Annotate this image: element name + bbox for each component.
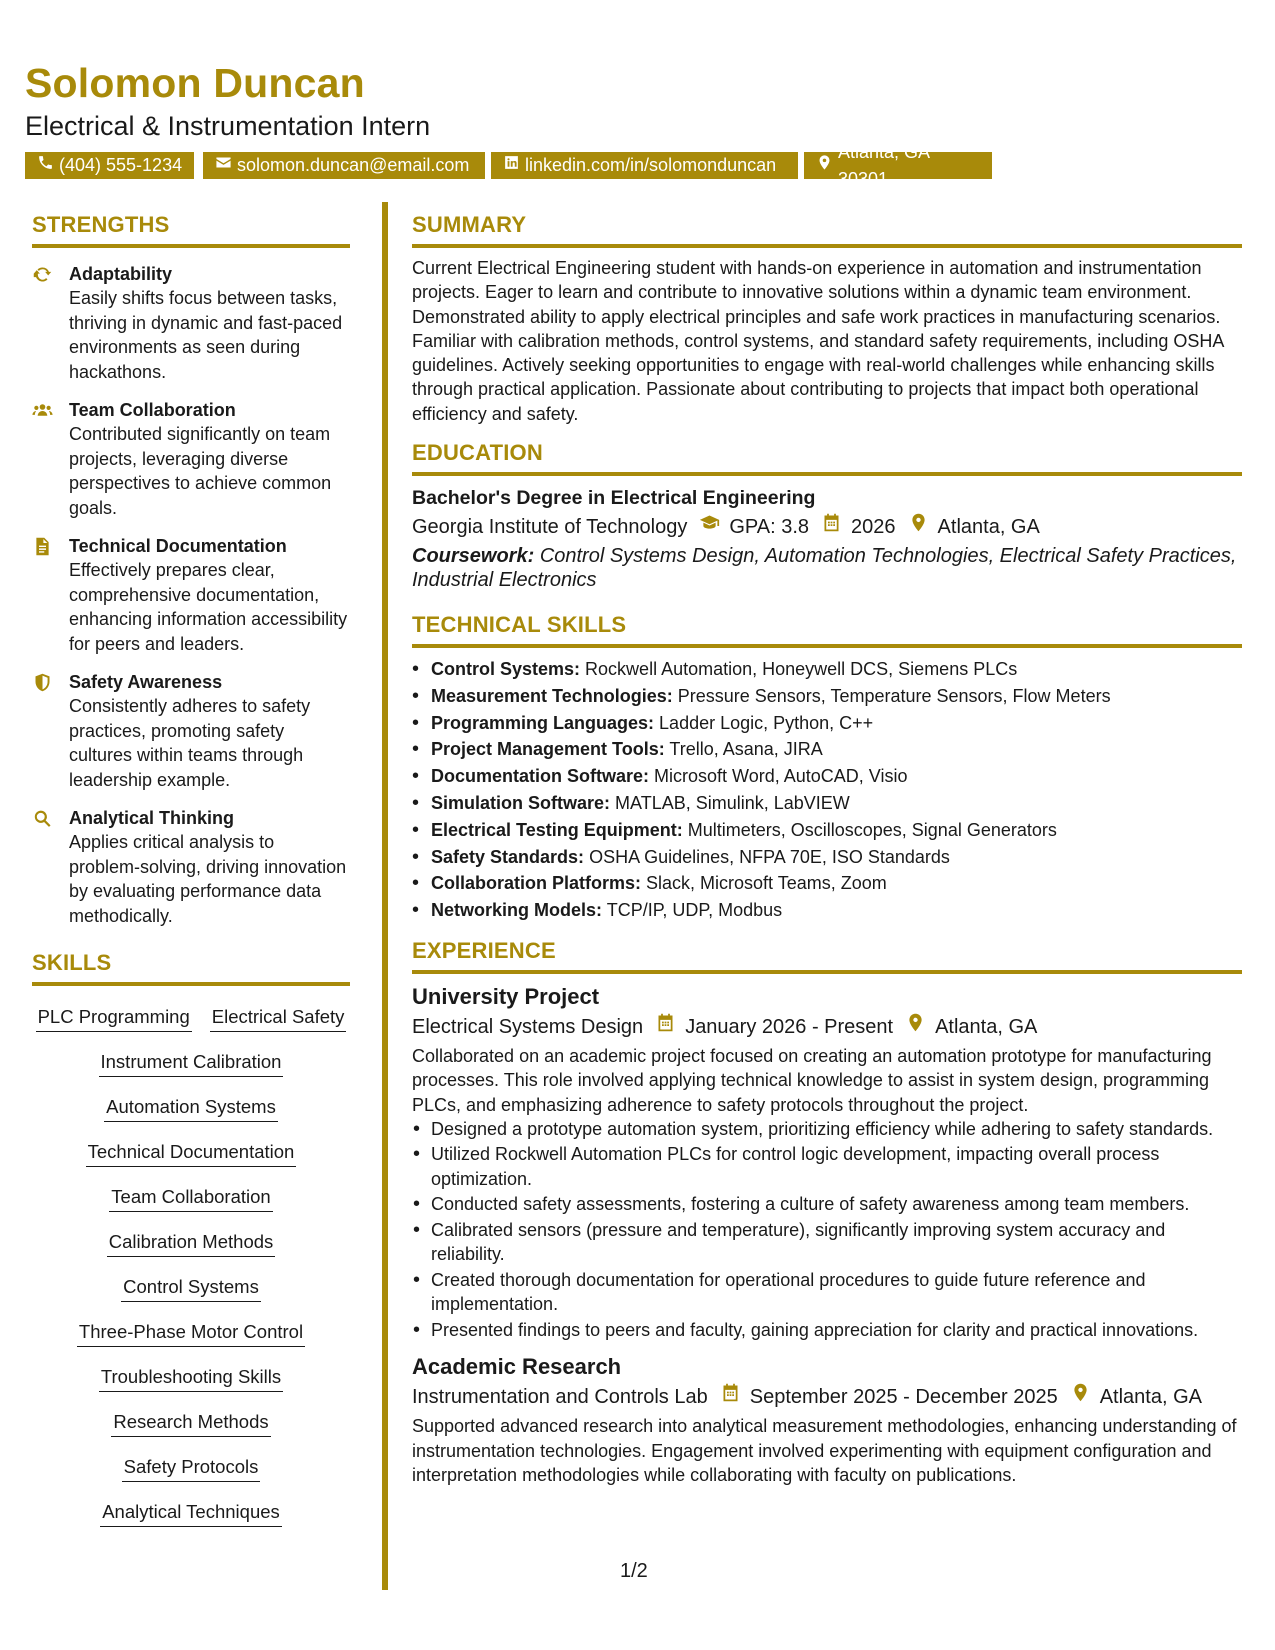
left-column <box>32 212 350 1536</box>
strength-item <box>32 534 350 656</box>
contact-linkedin[interactable] <box>491 152 798 179</box>
coursework-list: Control Systems Design, Automation Technologies, Electrical Safety Practices, Industrial Electronics <box>412 545 1237 592</box>
skill-tag: Research Methods <box>111 1409 270 1437</box>
job-meta <box>412 1012 1242 1042</box>
job-description: Supported advanced research into analytical measurement methodologies, enhancing understanding of instrumentation technologies. Engagement involved experimenting with equipment configuration and interpretation methodologies while collaborating with faculty on publications. <box>412 1416 1237 1486</box>
experience-entry <box>412 1352 1242 1487</box>
gpa: GPA: 3.8 <box>729 516 810 539</box>
experience-entry <box>412 982 1242 1342</box>
strength-title: Technical Documentation <box>69 536 287 556</box>
technical-skills-heading: TECHNICAL SKILLS <box>412 612 1242 648</box>
job-dates: September 2025 - December 2025 <box>749 1386 1058 1409</box>
list-item <box>412 763 1242 790</box>
skill-tag: Analytical Techniques <box>100 1499 282 1527</box>
education-location: Atlanta, GA <box>937 516 1040 539</box>
strength-item <box>32 262 350 384</box>
experience-heading: EXPERIENCE <box>412 938 1242 974</box>
email-text: solomon.duncan@email.com <box>237 155 470 175</box>
strengths-heading: STRENGTHS <box>32 212 350 248</box>
skill-category: Measurement Technologies: <box>431 685 673 706</box>
job-description: Collaborated on an academic project focused on creating an automation prototype for manufacturing processes. This role involved applying technical knowledge to assist in system design, programming PLCs, and emphasizing adherence to safety protocols throughout the project. <box>412 1046 1212 1115</box>
linkedin-icon <box>503 152 520 179</box>
list-item <box>412 683 1242 710</box>
phone-text: (404) 555-1234 <box>59 155 183 175</box>
technical-skills-list <box>412 656 1242 924</box>
coursework <box>412 544 1242 592</box>
strength-title: Safety Awareness <box>69 672 223 692</box>
skill-category: Documentation Software: <box>431 766 650 787</box>
location-pin-icon <box>1058 1382 1100 1412</box>
skill-values: Ladder Logic, Python, C++ <box>659 712 874 733</box>
list-item <box>412 736 1242 763</box>
skills-heading: SKILLS <box>32 950 350 986</box>
sync-arrows-icon <box>32 262 69 384</box>
skill-category: Control Systems: <box>431 659 581 680</box>
location-pin-icon <box>893 1012 935 1042</box>
degree-title: Bachelor's Degree in Electrical Engineering <box>412 487 816 510</box>
coursework-label: Coursework: <box>412 545 535 568</box>
skill-tag: Electrical Safety <box>210 1004 347 1032</box>
strength-title: Analytical Thinking <box>69 808 235 828</box>
strength-title: Team Collaboration <box>69 400 236 420</box>
location-pin-icon <box>816 152 833 179</box>
strength-description: Effectively prepares clear, comprehensive documentation, enhancing information accessibility for peers and leaders. <box>69 560 348 654</box>
magnifier-icon <box>32 806 69 928</box>
job-bullets <box>412 1117 1242 1343</box>
strength-item <box>32 806 350 928</box>
column-divider <box>382 202 388 1590</box>
skill-category: Simulation Software: <box>431 793 611 814</box>
strength-description: Consistently adheres to safety practices, promoting safety cultures within teams through leadership example. <box>69 696 311 790</box>
phone-icon <box>37 152 54 179</box>
skill-tag: Automation Systems <box>104 1094 278 1122</box>
list-item <box>412 790 1242 817</box>
job-dates: January 2026 - Present <box>685 1016 894 1039</box>
list-item: • Created thorough documentation for operational procedures to guide future reference and implementation. <box>412 1268 1242 1317</box>
skill-tag: Troubleshooting Skills <box>99 1364 283 1392</box>
contact-email[interactable] <box>203 152 485 179</box>
job-meta <box>412 1382 1242 1412</box>
users-group-icon <box>32 398 69 520</box>
graduation-year: 2026 <box>851 516 896 539</box>
job-location: Atlanta, GA <box>1099 1386 1202 1409</box>
skill-tag: Control Systems <box>121 1274 261 1302</box>
list-item <box>412 817 1242 844</box>
linkedin-text: linkedin.com/in/solomonduncan <box>525 155 777 175</box>
strength-description: Easily shifts focus between tasks, thriving in dynamic and fast-paced environments as seen during hackathons. <box>69 288 343 382</box>
strength-item <box>32 670 350 792</box>
job-organization: Instrumentation and Controls Lab <box>412 1386 708 1409</box>
skill-tag: Safety Protocols <box>122 1454 261 1482</box>
skill-category: Project Management Tools: <box>431 739 665 760</box>
list-item: • Utilized Rockwell Automation PLCs for control logic development, impacting overall process optimization. <box>412 1142 1242 1191</box>
list-item <box>412 897 1242 924</box>
skills-list <box>32 996 350 1536</box>
calendar-icon <box>708 1382 750 1412</box>
list-item: • Presented findings to peers and faculty, gaining appreciation for clarity and practical innovations. <box>412 1318 1242 1343</box>
contact-location <box>804 141 992 189</box>
list-item <box>412 710 1242 737</box>
skill-category: Collaboration Platforms: <box>431 873 642 894</box>
graduation-cap-icon <box>687 512 729 542</box>
skill-category: Electrical Testing Equipment: <box>431 819 683 840</box>
strength-title: Adaptability <box>69 264 173 284</box>
candidate-name: Solomon Duncan <box>25 60 365 106</box>
skill-values: Rockwell Automation, Honeywell DCS, Siemens PLCs <box>585 659 1018 680</box>
summary-text: Current Electrical Engineering student with hands-on experience in automation and instrumentation projects. Eager to learn and contribute to innovative solutions within a dynamic team environment. Demonstrated ability to apply electrical principles and safe work practices in manufacturing scenarios. Familiar with calibration methods, control systems, and standard safety requirements, including OSHA guidelines. Actively seeking opportunities to engage with real-world challenges while enhancing skills through practical application. Passionate about contributing to projects that impact both operational efficiency and safety. <box>412 258 1224 424</box>
calendar-icon <box>643 1012 685 1042</box>
list-item: • Calibrated sensors (pressure and temperature), significantly improving system accuracy and reliability. <box>412 1218 1242 1267</box>
skill-values: Slack, Microsoft Teams, Zoom <box>646 873 887 894</box>
strength-item <box>32 398 350 520</box>
shield-icon <box>32 670 69 792</box>
skill-category: Programming Languages: <box>431 712 655 733</box>
skill-values: Microsoft Word, AutoCAD, Visio <box>654 766 908 787</box>
skill-values: OSHA Guidelines, NFPA 70E, ISO Standards <box>589 846 950 867</box>
page-indicator: 1/2 <box>620 1560 648 1582</box>
school-name: Georgia Institute of Technology <box>412 516 688 539</box>
strength-description: Contributed significantly on team projects, leveraging diverse perspectives to achieve common goals. <box>69 424 332 518</box>
education-meta <box>412 512 1242 542</box>
list-item: • Designed a prototype automation system, prioritizing efficiency while adhering to safety standards. <box>412 1117 1242 1142</box>
job-location: Atlanta, GA <box>935 1016 1038 1039</box>
skill-tag: Team Collaboration <box>109 1184 272 1212</box>
skill-values: Trello, Asana, JIRA <box>669 739 823 760</box>
right-column <box>412 212 1242 1487</box>
contact-phone[interactable] <box>25 152 194 179</box>
location-pin-icon <box>896 512 938 542</box>
skill-tag: PLC Programming <box>36 1004 192 1032</box>
skill-values: Multimeters, Oscilloscopes, Signal Generators <box>687 819 1057 840</box>
job-organization: Electrical Systems Design <box>412 1016 644 1039</box>
skill-tag: Technical Documentation <box>86 1139 297 1167</box>
skill-values: TCP/IP, UDP, Modbus <box>606 900 783 921</box>
skill-tag: Calibration Methods <box>107 1229 276 1257</box>
skill-category: Networking Models: <box>431 900 603 921</box>
candidate-title: Electrical & Instrumentation Intern <box>25 111 431 141</box>
skill-category: Safety Standards: <box>431 846 585 867</box>
calendar-icon <box>809 512 851 542</box>
skill-tag: Three-Phase Motor Control <box>77 1319 305 1347</box>
location-text: Atlanta, GA 30301 <box>838 141 930 189</box>
list-item <box>412 656 1242 683</box>
skill-tag: Instrument Calibration <box>99 1049 284 1077</box>
skill-values: MATLAB, Simulink, LabVIEW <box>615 793 850 814</box>
education-heading: EDUCATION <box>412 440 1242 476</box>
envelope-icon <box>215 152 232 179</box>
skill-values: Pressure Sensors, Temperature Sensors, Flow Meters <box>677 685 1111 706</box>
list-item <box>412 870 1242 897</box>
job-title: Academic Research <box>412 1354 622 1380</box>
summary-heading: SUMMARY <box>412 212 1242 248</box>
document-icon <box>32 534 69 656</box>
list-item <box>412 844 1242 871</box>
strength-description: Applies critical analysis to problem-solving, driving innovation by evaluating performance data methodically. <box>69 832 347 926</box>
job-title: University Project <box>412 984 600 1010</box>
list-item: • Conducted safety assessments, fostering a culture of safety awareness among team members. <box>412 1192 1242 1217</box>
